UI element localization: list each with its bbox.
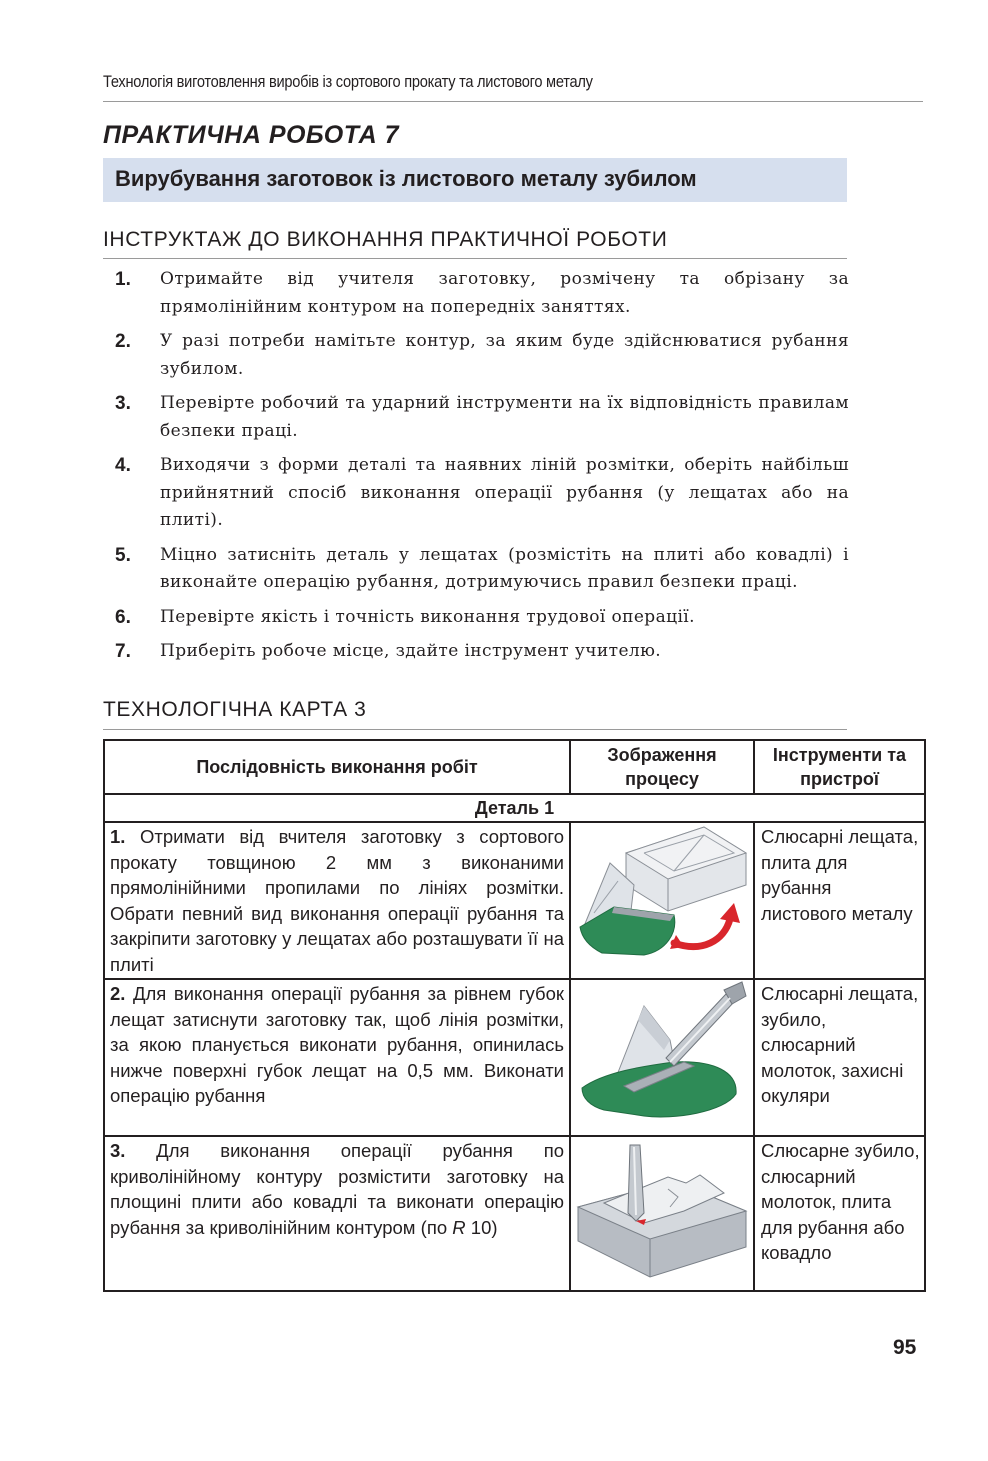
- step-number: 1.: [115, 269, 131, 290]
- detail-label: Деталь 1: [104, 794, 925, 822]
- tools-cell: [754, 822, 925, 979]
- instruction-step: [103, 390, 849, 445]
- step-number: 4.: [115, 455, 131, 476]
- step-description-cell: [104, 822, 570, 979]
- step-text: Отримайте від учителя заготовку, розмічену та обрізану за прямолінійним контуром на попередніх заняттях.: [160, 269, 849, 317]
- step-description-cell: [104, 979, 570, 1136]
- tech-card-heading: ТЕХНОЛОГІЧНА КАРТА 3: [103, 698, 367, 721]
- subtitle: Вирубування заготовок із листового металу зубилом: [115, 166, 697, 191]
- instruction-step: [103, 542, 849, 597]
- detail-row: [104, 794, 925, 822]
- step-number: 3.: [115, 393, 131, 414]
- column-header-image: Зображення процесу: [570, 740, 754, 794]
- step-description-cell: [104, 1136, 570, 1291]
- row-description: Для виконання операції рубання по криволінійному контуру розмістити заготовку на площині плити або ковадлі та виконати операцію рубання за криволінійним контуром (по: [110, 1140, 564, 1238]
- table-row: [104, 1136, 925, 1291]
- tools-text: Слюсарні лещата, зубило, слюсарний молоток, захисні окуляри: [761, 983, 919, 1106]
- instruction-step: [103, 266, 849, 321]
- column-header-tools: Інструменти та пристрої: [754, 740, 925, 794]
- chiseling-on-plate-illustration: [574, 1137, 750, 1285]
- tools-cell: [754, 979, 925, 1136]
- step-text: Виходячи з форми деталі та наявних ліній розмітки, оберіть найбільш прийнятний спосіб виконання операції рубання (у лещатах або на плиті).: [160, 455, 849, 530]
- row-number: 1.: [110, 826, 126, 847]
- tools-cell: [754, 1136, 925, 1291]
- row-number: 3.: [110, 1140, 126, 1161]
- tools-text: Слюсарні лещата, плита для рубання листового металу: [761, 826, 919, 924]
- row-number: 2.: [110, 983, 126, 1004]
- chiseling-at-vise-illustration: [574, 980, 750, 1130]
- instruction-step: [103, 638, 849, 666]
- tech-card-table: [103, 739, 926, 1292]
- table-row: [104, 979, 925, 1136]
- instruction-list: [103, 266, 849, 673]
- vise-clamping-illustration: [574, 823, 750, 973]
- running-header: Технологія виготовлення виробів із сортового прокату та листового металу: [103, 72, 593, 91]
- work-title: ПРАКТИЧНА РОБОТА 7: [103, 121, 399, 149]
- tech-card-rule: [103, 729, 847, 730]
- instructions-heading: ІНСТРУКТАЖ ДО ВИКОНАННЯ ПРАКТИЧНОЇ РОБОТИ: [103, 228, 668, 251]
- step-text: Перевірте якість і точність виконання трудової операції.: [160, 606, 695, 627]
- step-number: 2.: [115, 331, 131, 352]
- step-text: Перевірте робочий та ударний інструменти на їх відповідність правилам безпеки праці.: [160, 393, 849, 441]
- row-description: Для виконання операції рубання за рівнем губок лещат затиснути заготовку так, щоб лінія розмітки, за якою планується виконати рубання, опинилась нижче поверхні губок лещат на 0,5 мм. Виконати операцію рубання: [110, 983, 564, 1106]
- process-image-cell: [570, 822, 754, 979]
- instructions-rule: [103, 258, 847, 259]
- instruction-step: [103, 604, 849, 632]
- row-description-end: 10): [465, 1216, 498, 1238]
- step-text: Приберіть робоче місце, здайте інструмент учителю.: [160, 641, 662, 661]
- tools-text: Слюсарне зубило, слюсарний молоток, плита для рубання або ковадло: [761, 1140, 920, 1263]
- instruction-step: [103, 452, 849, 535]
- step-text: Міцно затисніть деталь у лещатах (розмістіть на плиті або ковадлі) і виконайте операцію рубання, дотримуючись правил безпеки праці.: [160, 544, 849, 592]
- table-row: [104, 822, 925, 979]
- page-number: 95: [893, 1336, 917, 1359]
- row-description: Отримати від вчителя заготовку з сортового прокату товщиною 2 мм з виконаними прямолінійними пропилами по лініях розмітки. Обрати певний вид виконання операції рубання та закріпити заготовку у лещатах або розташувати її на плиті: [110, 826, 564, 975]
- process-image-cell: [570, 1136, 754, 1291]
- step-number: 7.: [115, 641, 131, 662]
- table-header-row: [104, 740, 925, 794]
- column-header-sequence: Послідовність виконання робіт: [104, 740, 570, 794]
- step-text: У разі потреби намітьте контур, за яким буде здійснюватися рубання зубилом.: [160, 331, 849, 379]
- instruction-step: [103, 328, 849, 383]
- radius-symbol: R: [452, 1216, 466, 1238]
- header-rule: [103, 101, 923, 102]
- step-number: 5.: [115, 544, 131, 566]
- process-image-cell: [570, 979, 754, 1136]
- step-number: 6.: [115, 606, 131, 628]
